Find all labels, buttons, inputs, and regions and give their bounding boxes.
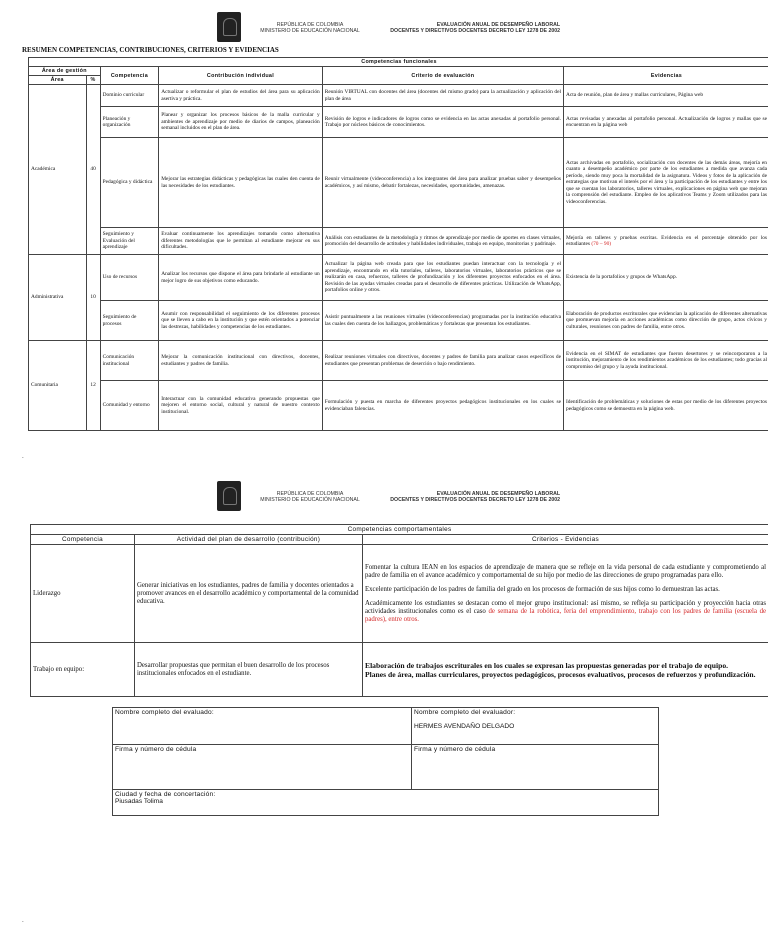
evaluado-label: Nombre completo del evaluado: <box>115 709 214 716</box>
area-administrativa: Administrativa <box>29 255 87 341</box>
evaluador-name: HERMES AVENDAÑO DELGADO <box>414 723 515 730</box>
area-header: Área <box>29 76 87 85</box>
contribucion-cell: Evaluar continuamente los aprendizajes tomando como alternativa diferentes metodologías que le permitan al estudiante mejorar en sus dificultades. <box>159 228 323 255</box>
evidencias-cell: Identificación de problemáticas y soluciones de estas por medio de los diferentes proyectos pedagógicos como se demuestra en la página web. <box>564 381 768 431</box>
colombia-seal-icon <box>217 481 241 511</box>
evaluado-cell <box>113 708 412 745</box>
colombia-seal-icon <box>217 12 241 42</box>
criterio-line: Elaboración de trabajos escriturales en los cuales se expresan las propuestas generadas por el trabajo de equipo. <box>365 660 729 670</box>
evidencias-cell: Elaboración de productos escriturales que evidencian la aplicación de diferentes alternativas que promuevan mejoría en acciones académicas como dirección de grupo, actos cívicos y culturales, reuniones con padres de familia, entre otros. <box>564 301 768 341</box>
header-right <box>380 491 560 503</box>
competencia-cell: Seguimiento de procesos <box>100 301 159 341</box>
criterios-cell <box>363 545 768 643</box>
header-left <box>250 22 370 34</box>
contribucion-cell: Analizar los recursos que dispone el área para brindarle al estudiante un mejor logro de sus objetivos como educando. <box>159 255 323 301</box>
header-decreto: DOCENTES Y DIRECTIVOS DOCENTES DECRETO LEY 1278 DE 2002 <box>390 497 560 504</box>
header-republica: REPÚBLICA DE COLOMBIA <box>276 22 344 28</box>
criterio-cell: Realizar reuniones virtuales con directivos, docentes y padres de familia para analizar casos específicos de estudiantes que presentan problemas de deserción o bajo rendimiento. <box>322 341 563 381</box>
criterio-cell: Asistir puntualmente a las reuniones virtuales (videoconferencias) programadas por la institución educativa las cuales den cuenta de los hallazgos, problemáticas y fortalezas que presentan los estudiantes. <box>322 301 563 341</box>
criterio-paragraph: Excelente participación de los padres de familia del grado en los procesos de formación de sus hijos como lo demuestran las actas. <box>365 585 720 593</box>
ciudad-value: Piusadas Tolima <box>115 798 163 805</box>
firma-evaluador-cell <box>412 745 659 790</box>
competencia-cell: Planeación y organización <box>100 107 159 138</box>
competencia-header: Competencia <box>100 67 159 85</box>
header-left <box>250 491 370 503</box>
evidencias-text: Mejoría en talleres y pruebas escritas. Evidencia en el porcentaje obtenido por los estudiantes <box>566 234 767 247</box>
page-header-1 <box>0 12 768 44</box>
contribucion-cell: Planear y organizar los procesos básicos de la malla curricular y ambientes de aprendizaje por medio de diarios de campos, planeación semanal incluidos en el plan de área. <box>159 107 323 138</box>
competencia-cell: Comunicación institucional <box>100 341 159 381</box>
area-academica: Académica <box>29 85 87 255</box>
header-ministerio: MINISTERIO DE EDUCACIÓN NACIONAL <box>260 497 360 504</box>
area-comunitaria: Comunitaria <box>29 341 87 431</box>
criterio-cell: Reunión VIRTUAL con docentes del área (docentes del mismo grado) para la actualización y aplicación del plan de área <box>322 85 563 107</box>
competencia-cell: Pedagógica y didáctica <box>100 138 159 228</box>
funcionales-heading: Competencias funcionales <box>29 58 768 67</box>
evidencias-percentage: (70 – 90) <box>591 241 612 247</box>
evaluador-cell <box>412 708 659 745</box>
competencia-cell: Comunidad y entorno <box>100 381 159 431</box>
section-title: RESUMEN COMPETENCIAS, CONTRIBUCIONES, CRITERIOS Y EVIDENCIAS <box>22 46 279 54</box>
criterio-text: Académicamente los estudiantes se destacan como el mejor grupo institucional: así mismo, se refleja su participación y proyección hacia otras actividades institucionales como es el caso <box>365 599 767 615</box>
contribucion-cell: Mejorar la comunicación institucional con directivos, docentes, estudiantes y padres de familia. <box>159 341 323 381</box>
area-gestion-header: Área de gestión <box>29 67 101 76</box>
comportamentales-table <box>30 524 768 697</box>
criterio-cell: Actualizar la página web creada para que los estudiantes puedan interactuar con la tecnología y el aprendizaje, encontrando en ella tutoriales, talleres, laboratorios virtuales, laboratorios prácticos que se realizarán en casa, refuerzos, talleres de profundización y los diferentes proyectos enfocados en el área. Revisión de las ayudas virtuales creadas para el desarrollo de diferentes prácticas. Utilización de WhatsApp, portafolios online y otros. <box>322 255 563 301</box>
comportamentales-heading: Competencias comportamentales <box>31 525 768 535</box>
ciudad-label: Ciudad y fecha de concertación: <box>115 791 216 798</box>
header-right <box>380 22 560 34</box>
ciudad-fecha-cell <box>113 790 659 816</box>
criterio-paragraph <box>365 600 766 624</box>
criterio-header: Criterio de evaluación <box>322 67 563 85</box>
pct-administrativa: 10 <box>86 255 100 341</box>
evaluador-label: Nombre completo del evaluador: <box>414 709 516 716</box>
criterio-cell: Reunir virtualmente (videoconferencia) a los integrantes del área para analizar pruebas saber y desempeños académicos, y así mismo, debatir fortalezas, necesidades, oportunidades, amenazas. <box>322 138 563 228</box>
evidencias-cell: Actas archivadas en portafolio, socialización con docentes de las demás áreas, mejoría en cuanto a desempeño académico por parte de los estudiantes a medida que avanza cada período, siendo muy poca la mortalidad de la asignatura. Videos y fotos de la aplicación de estrategias que motivan el interés por el área y la participación de los estudiantes y entre los que se cuentan los laboratorios, talleres virtuales, explicaciones en página web que mejoran la comprensión del estudiante. Empleo de los aplicativos Teams y Zoom utilizados para las videoconferencias. <box>564 138 768 228</box>
actividad-cell: Desarrollar propuestas que permitan el buen desarrollo de los procesos institucionales enfocados en el estudiante. <box>135 643 363 697</box>
header-evaluacion: EVALUACIÓN ANUAL DE DESEMPEÑO LABORAL <box>436 22 560 28</box>
contribucion-cell: Mejorar las estrategias didácticas y pedagógicas las cuales den cuenta de las necesidades de los estudiantes. <box>159 138 323 228</box>
actividad-cell: Generar iniciativas en los estudiantes, padres de familia y docentes orientados a promover avances en el desarrollo académico y comportamental de la comunidad educativa. <box>135 545 363 643</box>
competencia-trabajo-equipo: Trabajo en equipo: <box>31 643 135 697</box>
evidencias-cell: Evidencia en el SIMAT de estudiantes que fueron desertores y se reincorporaron a la institución, mejoramiento de los rendimientos académicos de los estudiantes; todo gracias al compromiso del grupo y la ayuda institucional. <box>564 341 768 381</box>
criterio-cell: Análisis con estudiantes de la metodología y ritmos de aprendizaje por medio de aportes en clases virtuales, promoción del desarrollo de actitudes y habilidades individuales, trabajo en equipo, monitorias y padrinaje. <box>322 228 563 255</box>
criterio-cell: Revisión de logros e indicadores de logros como se evidencia en las actas anexadas al portafolio personal. Trabajo por núcleos básicos de conocimientos. <box>322 107 563 138</box>
criterios-header: Criterios - Evidencias <box>363 535 768 545</box>
competencia-cell: Dominio curricular <box>100 85 159 107</box>
contribucion-cell: Asumir con responsabilidad el seguimiento de los diferentes procesos que se lleven a cabo en la institución y que estén orientados a potenciar las destrezas, habilidades y competencias de los estudiantes. <box>159 301 323 341</box>
evidencias-header: Evidencias <box>564 67 768 85</box>
page-header-2 <box>0 481 768 513</box>
funcionales-table <box>28 57 768 431</box>
firma-label: Firma y número de cédula <box>115 746 197 753</box>
competencia-cell: Seguimiento y Evaluación del aprendizaje <box>100 228 159 255</box>
competencia-cell: Uso de recursos <box>100 255 159 301</box>
contribucion-header: Contribución individual <box>159 67 323 85</box>
actividad-header: Actividad del plan de desarrollo (contribución) <box>135 535 363 545</box>
pct-comunitaria: 12 <box>86 341 100 431</box>
page-dot: . <box>22 452 24 460</box>
header-evaluacion: EVALUACIÓN ANUAL DE DESEMPEÑO LABORAL <box>436 491 560 497</box>
header-republica: REPÚBLICA DE COLOMBIA <box>276 491 344 497</box>
firma-label: Firma y número de cédula <box>414 746 496 753</box>
contribucion-cell: Interactuar con la comunidad educativa generando propuestas que mejoren el entorno social, cultural y natural de nuestro contexto institucional. <box>159 381 323 431</box>
evidencias-cell: Actas revisadas y anexadas al portafolio personal. Actualización de logros y mallas que se encuentran en la página web <box>564 107 768 138</box>
evidencias-cell: Acta de reunión, plan de área y mallas curriculares, Página web <box>564 85 768 107</box>
page-dot: . <box>22 916 24 924</box>
firmas-table <box>112 707 659 816</box>
evidencias-cell <box>564 228 768 255</box>
criterio-highlight: de semana de la robótica, feria del emprendimiento, trabajo con los padres de familia (escuela de padres), entre otros. <box>365 607 767 623</box>
competencia-header: Competencia <box>31 535 135 545</box>
criterio-paragraph: Fomentar la cultura IEAN en los espacios de aprendizaje de manera que se refleje en la vida personal de cada estudiante y comprometiendo al padre de familia en el avance académico y comportamental de su hijo por medio de las direcciones de grupo programadas para ello. <box>365 563 767 579</box>
criterios-cell <box>363 643 768 697</box>
firma-evaluado-cell <box>113 745 412 790</box>
pct-academica: 40 <box>86 85 100 255</box>
evidencias-cell: Existencia de la portafolios y grupos de WhatsApp. <box>564 255 768 301</box>
header-ministerio: MINISTERIO DE EDUCACIÓN NACIONAL <box>260 28 360 35</box>
contribucion-cell: Actualizar o reformular el plan de estudios del área para su aplicación asertiva y práctica. <box>159 85 323 107</box>
competencia-liderazgo: Liderazgo <box>31 545 135 643</box>
criterio-line: Planes de área, mallas curriculares, proyectos pedagógicos, procesos evaluativos, procesos de refuerzos y profundización. <box>365 669 756 679</box>
header-decreto: DOCENTES Y DIRECTIVOS DOCENTES DECRETO LEY 1278 DE 2002 <box>390 28 560 35</box>
pct-header: % <box>86 76 100 85</box>
criterio-cell: Formulación y puesta en marcha de diferentes proyectos pedagógicos institucionales en los cuales se evidenciaban falencias. <box>322 381 563 431</box>
